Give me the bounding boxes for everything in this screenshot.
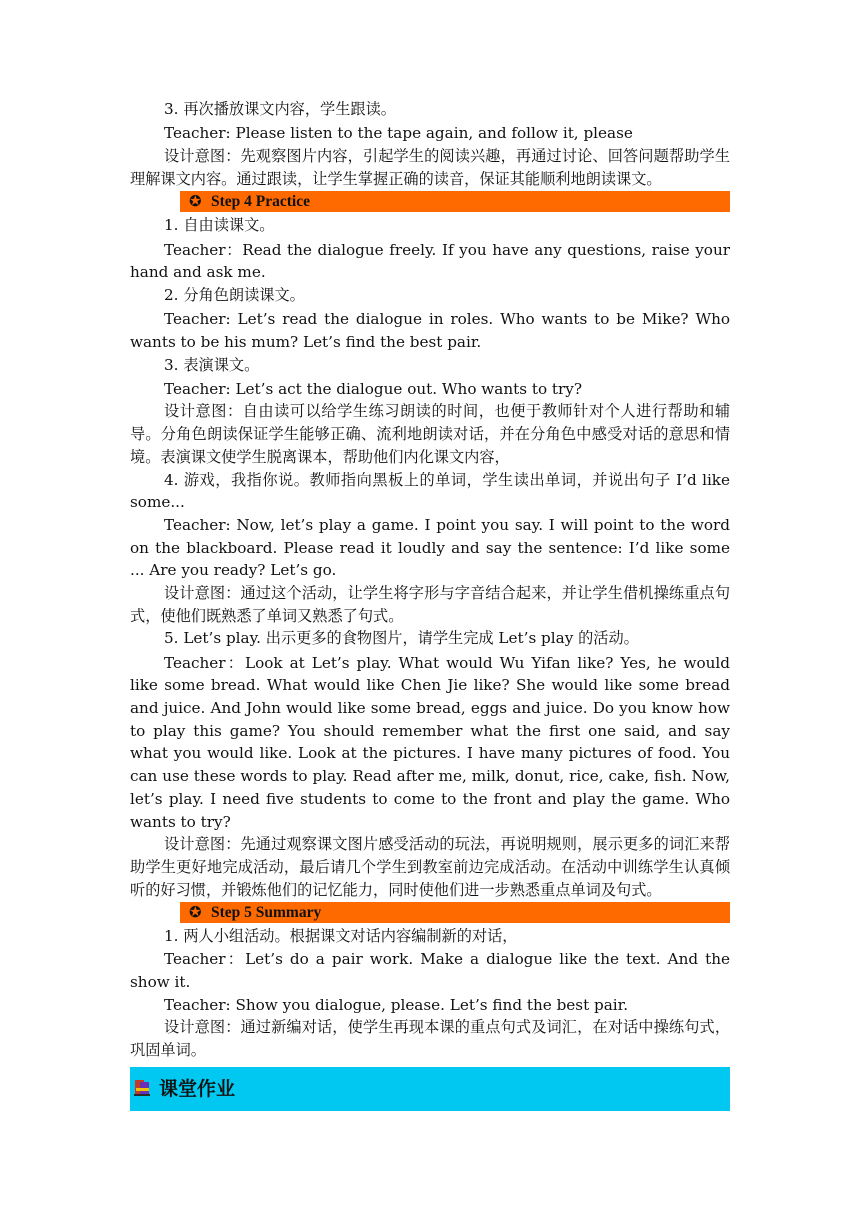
- step4-heading-bar: [180, 191, 730, 212]
- teacher-line: Teacher: Show you dialogue, please. Let’s find the best pair.: [164, 995, 629, 1014]
- star-circle-icon: ✪: [189, 903, 202, 922]
- design-intent: 设计意图：自由读可以给学生练习朗读的时间，也便于教师针对个人进行帮助和辅导。分角色朗读保证学生能够正确、流利地朗读对话，并在分角色中感受对话的意思和情境。表演课文使学生脱离课本，帮助他们内化课文内容，: [130, 402, 730, 466]
- step4-title: Step 4 Practice: [211, 193, 310, 211]
- teacher-line: Teacher: Now, let’s play a game. I point you say. I will point to the word on the blackboard. Please read it loudly and say the sentence: I’d like some ... Are you ready? Let’s go.: [130, 515, 730, 580]
- teacher-line: Teacher：Look at Let’s play. What would Wu Yifan like? Yes, he would like some bread. What would like Chen Jie like? She would like some bread and juice. And John would like some bread, eggs and juice. Do you know how to play this game? You should remember what the first one said, and say what you would like. Look at the pictures. I have many pictures of food. You can use these words to play. Read after me, milk, donut, rice, cake, fish. Now, let’s play. I need five students to come to the front and play the game. Who wants to try?: [130, 653, 730, 831]
- teacher-line: Teacher: Let’s act the dialogue out. Who wants to try?: [164, 379, 583, 398]
- teacher-line: Teacher: Let’s read the dialogue in roles. Who wants to be Mike? Who wants to be his mum? Let’s find the best pair.: [130, 310, 730, 351]
- book-icon: [134, 1079, 150, 1097]
- design-intent: 设计意图：通过这个活动，让学生将字形与字音结合起来，并让学生借机操练重点句式，使他们既熟悉了单词又熟悉了句式。: [130, 584, 730, 625]
- teacher-line: Teacher: Please listen to the tape again, and follow it, please: [164, 124, 633, 143]
- design-intent: 设计意图：先观察图片内容，引起学生的阅读兴趣，再通过讨论、回答问题帮助学生理解课文内容。通过跟读，让学生掌握正确的读音，保证其能顺利地朗读课文。: [130, 146, 730, 188]
- teacher-line: Teacher：Let’s do a pair work. Make a dialogue like the text. And the show it.: [130, 950, 730, 991]
- homework-title: 课堂作业: [159, 1077, 236, 1100]
- star-circle-icon: ✪: [189, 192, 202, 211]
- step5-item-1: 1. 两人小组活动。根据课文对话内容编制新的对话，: [164, 927, 518, 946]
- step4-item-4: 4. 游戏，我指你说。教师指向黑板上的单词，学生读出单词，并说出句子 I’d like some...: [130, 470, 730, 512]
- step4-item-3: 3. 表演课文。: [164, 355, 260, 374]
- homework-heading-bar: [130, 1067, 730, 1111]
- step5-heading-bar: [180, 902, 730, 923]
- step4-item-1: 1. 自由读课文。: [164, 216, 275, 235]
- teacher-line: Teacher：Read the dialogue freely. If you have any questions, raise your hand and ask me.: [130, 240, 730, 282]
- step5-title: Step 5 Summary: [211, 904, 322, 922]
- design-intent: 设计意图：先通过观察课文图片感受活动的玩法，再说明规则，展示更多的词汇来帮助学生更好地完成活动，最后请几个学生到教室前边完成活动。在活动中训练学生认真倾听的好习惯，并锻炼他们的记忆能力，同时使他们进一步熟悉重点单词及句式。: [130, 835, 730, 899]
- document-page: [130, 98, 730, 1111]
- design-intent: 设计意图：通过新编对话，使学生再现本课的重点句式及词汇，在对话中操练句式，巩固单词。: [130, 1018, 730, 1059]
- step4-item-5: 5. Let’s play. 出示更多的食物图片，请学生完成 Let’s play 的活动。: [164, 629, 639, 648]
- step4-item-2: 2. 分角色朗读课文。: [164, 285, 305, 304]
- step3-item-3: 3. 再次播放课文内容，学生跟读。: [164, 100, 396, 118]
